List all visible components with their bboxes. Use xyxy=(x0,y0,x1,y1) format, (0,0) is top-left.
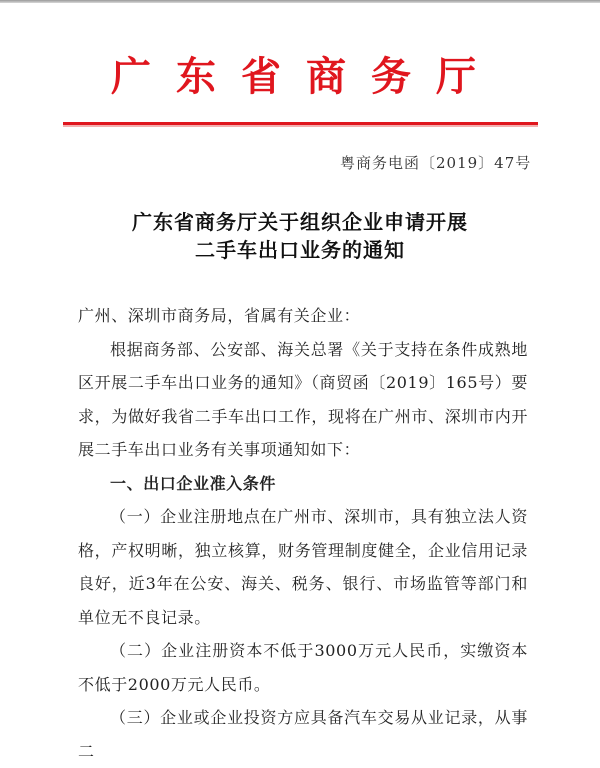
document-title xyxy=(0,208,600,264)
item-paragraph: （三）企业或企业投资方应具备汽车交易从业记录，从事二 xyxy=(78,708,528,761)
page-top-edge xyxy=(0,0,600,3)
item-paragraph: （二）企业注册资本不低于3000万元人民币，实缴资本不低于2000万元人民币。 xyxy=(78,641,528,694)
document-title-line-1: 广东省商务厅关于组织企业申请开展 xyxy=(132,210,468,234)
document-title-line-2: 二手车出口业务的通知 xyxy=(195,238,405,262)
document-body xyxy=(78,299,528,768)
letterhead-red-rule xyxy=(63,122,538,125)
intro-paragraph: 根据商务部、公安部、海关总署《关于支持在条件成熟地区开展二手车出口业务的通知》（商贸函〔2019〕165号）要求，为做好我省二手车出口工作，现将在广州市、深圳市内开展二手车出口业务有关事项通知如下： xyxy=(78,339,528,459)
salutation: 广州、深圳市商务局，省属有关企业： xyxy=(78,306,361,325)
section-heading: 一、出口企业准入条件 xyxy=(110,473,277,493)
document-number: 粤商务电函〔2019〕47号 xyxy=(340,154,532,172)
item-paragraph: （一）企业注册地点在广州市、深圳市，具有独立法人资格，产权明晰，独立核算，财务管理制度健全，企业信用记录良好，近3年在公安、海关、税务、银行、市场监管等部门和单位无不良记录。 xyxy=(78,507,528,627)
letterhead-issuer: 广东省商务厅 xyxy=(111,53,501,100)
